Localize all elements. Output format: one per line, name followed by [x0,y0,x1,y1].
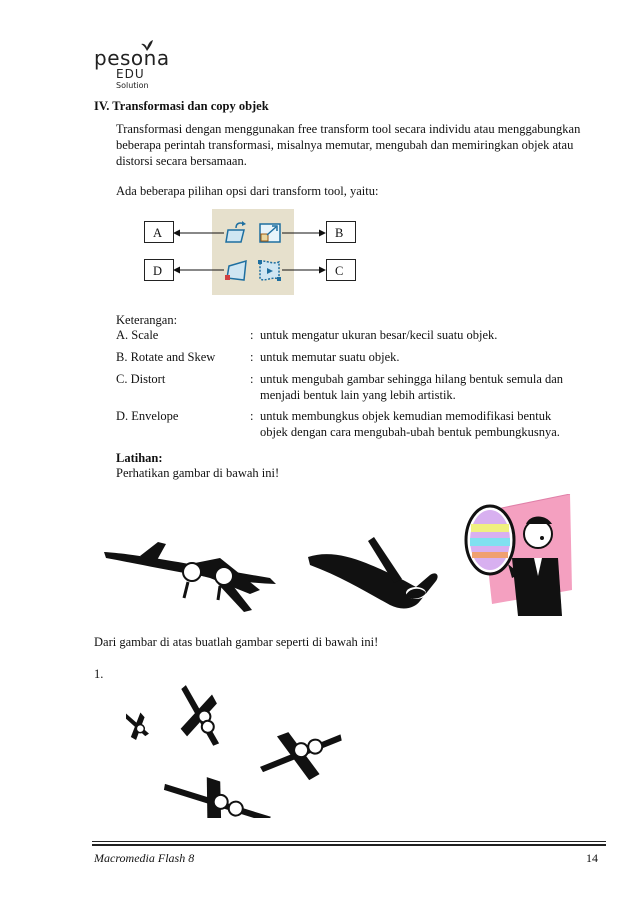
airplanes-composition [126,678,348,818]
footer-rule-top [92,841,606,842]
airplane-right [251,708,348,798]
options-intro: Ada beberapa pilihan opsi dari transform tool, yaitu: [116,184,379,198]
sep-distort: : [250,372,254,386]
desc-distort-2: menjadi bentuk lain yang lebih artistik. [260,388,456,402]
label-d: D [144,259,174,281]
rotate-skew-icon [224,220,250,244]
term-scale: A. Scale [116,328,159,342]
label-b: B [326,221,356,243]
footer-title: Macromedia Flash 8 [94,851,195,865]
page-number: 14 [586,851,598,865]
scale-icon [257,220,283,244]
task-text: Dari gambar di atas buatlah gambar seperti di bawah ini! [94,635,379,649]
label-c: C [326,259,356,281]
man-with-egg-illustration [462,494,574,618]
airplane-top [161,678,239,756]
desc-envelope-1: untuk membungkus objek kemudian memodifikasi bentuk [260,409,552,423]
term-rotate-skew: B. Rotate and Skew [116,350,216,364]
term-distort: C. Distort [116,372,166,386]
airplane-small [126,707,156,745]
sep-envelope: : [250,409,254,423]
latihan-text: Perhatikan gambar di bawah ini! [116,466,280,480]
intro-line-1: Transformasi dengan menggunakan free transform tool secara individu atau menggabungkan [116,122,581,136]
transform-diagram [0,0,638,300]
intro-line-2: beberapa perintah transformasi, misalnya memutar, mengubah dan memiringkan objek atau [116,138,574,152]
airplane-bottom [160,770,276,818]
section-heading: IV. Transformasi dan copy objek [94,99,269,113]
distort-icon [224,258,250,282]
diagram-arrows [0,0,638,300]
envelope-icon [257,258,283,282]
desc-distort-1: untuk mengubah gambar sehingga hilang bentuk semula dan [260,372,564,386]
logo-edu-text: EDU [116,67,145,81]
diver-illustration [306,535,446,615]
sep-scale: : [250,328,254,342]
desc-scale: untuk mengatur ukuran besar/kecil suatu objek. [260,328,498,342]
logo-main-text: pesona [94,46,170,70]
desc-rotate-skew: untuk memutar suatu objek. [260,350,400,364]
term-envelope: D. Envelope [116,409,179,423]
airplane-illustration [100,538,280,614]
task-number: 1. [94,667,104,681]
intro-line-3: distorsi secara bersamaan. [116,154,247,168]
footer-rule-bottom [92,844,606,846]
desc-envelope-2: objek dengan cara mengubah-ubah bentuk pembungkusnya. [260,425,560,439]
latihan-title: Latihan: [116,451,163,465]
keterangan-title: Keterangan: [116,313,178,327]
logo-solution-text: Solution [116,81,149,90]
sep-rotate-skew: : [250,350,254,364]
label-a: A [144,221,174,243]
